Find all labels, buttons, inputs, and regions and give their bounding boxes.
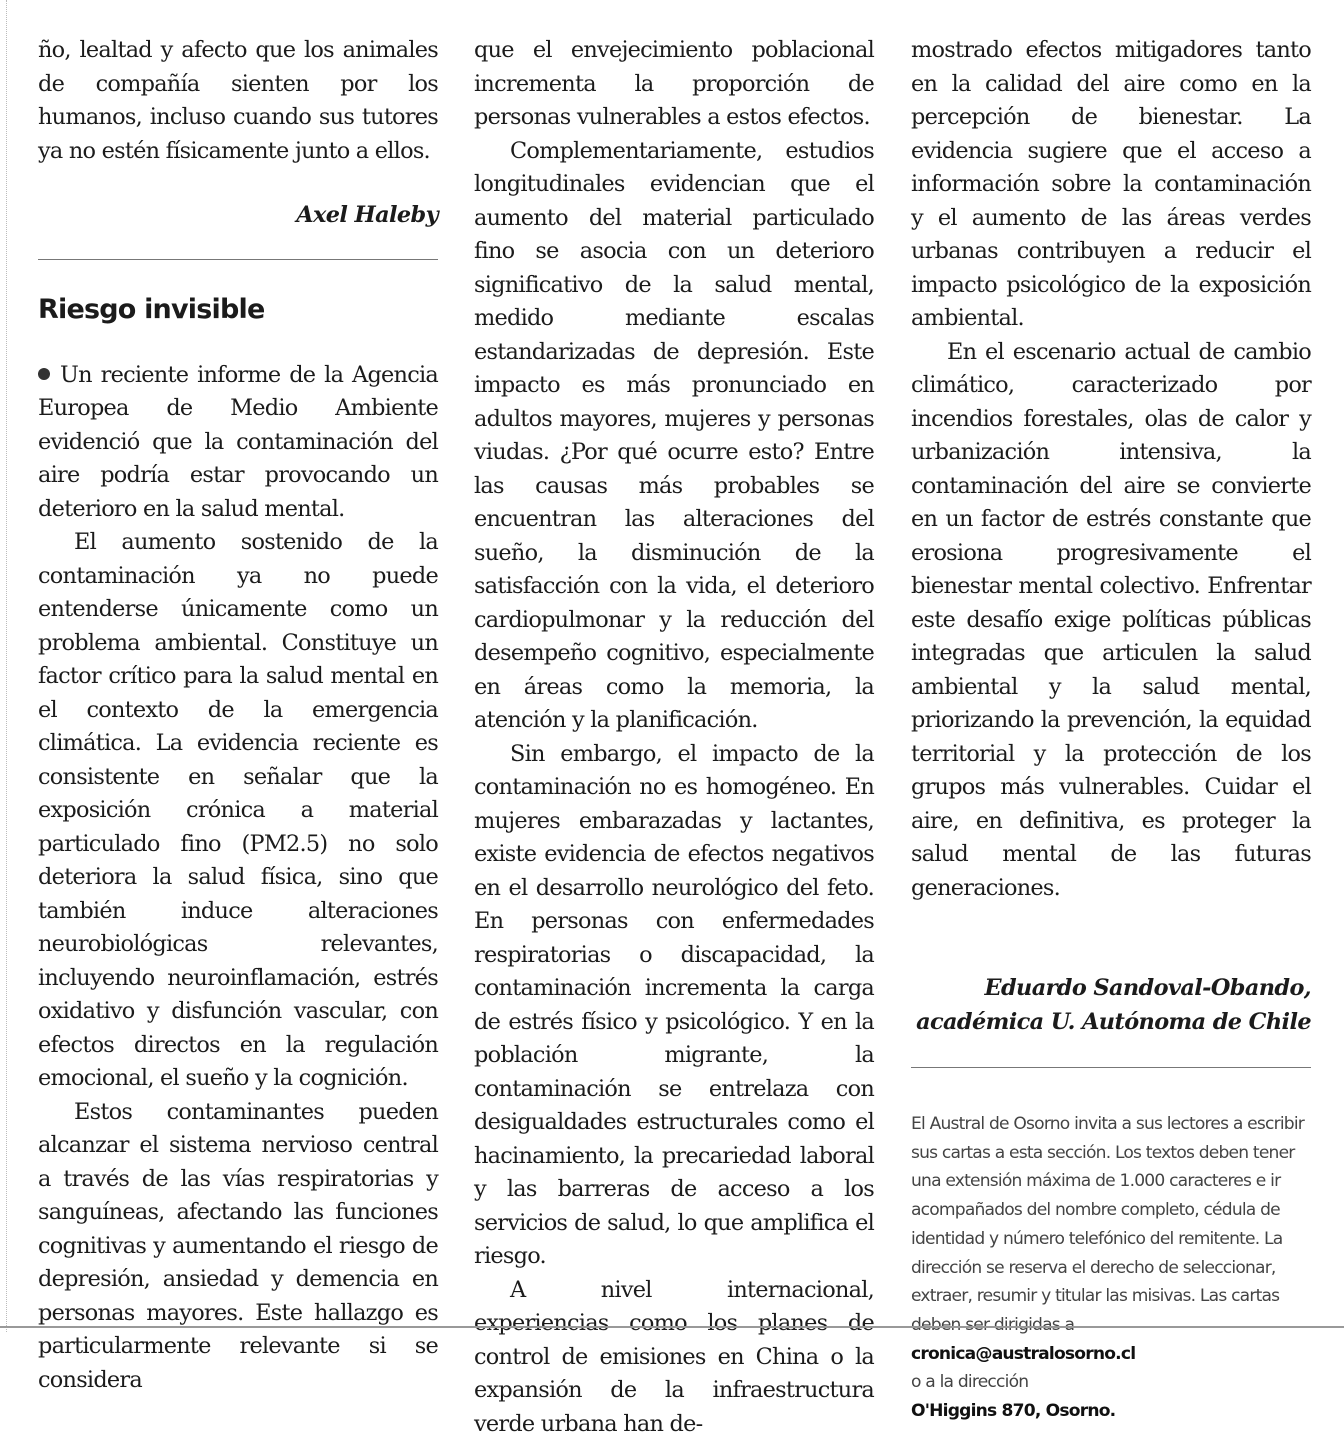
letter2-signature-affiliation: académica U. Autónoma de Chile	[911, 1006, 1311, 1040]
letter2-paragraph-6-cont: mostrado efectos mitigadores tanto en la calidad del aire como en la percepción de bienestar. La evidencia sugiere que el acceso a información sobre la contaminación y el aumento de las áreas verdes urbanas contribuyen a reducir el impacto psicológico de la exposición ambiental.	[911, 34, 1311, 336]
letter1-signature: Axel Haleby	[38, 199, 438, 233]
letter1-text: ño, lealtad y afecto que los animales de compañía sienten por los humanos, incluso cuando sus tutores ya no estén físicamente junto a ellos.	[38, 34, 438, 168]
letter-divider	[38, 259, 438, 260]
letters-notice	[911, 1110, 1311, 1426]
notice-divider	[911, 1067, 1311, 1068]
column-1	[38, 34, 438, 1397]
letter2-paragraph-6: A nivel internacional, experiencias como los planes de control de emisiones en China o la expansión de la infraestructura verde urbana han de-	[474, 1274, 874, 1441]
column-3	[911, 34, 1311, 1426]
letter2-signature-name: Eduardo Sandoval-Obando,	[911, 972, 1311, 1006]
letter2-paragraph-7: En el escenario actual de cambio climático, caracterizado por incendios forestales, olas de calor y urbanización intensiva, la contaminación del aire se convierte en un factor de estrés constante que erosiona progresivamente el bienestar mental colectivo. Enfrentar este desafío exige políticas públicas integradas que articulen la salud ambiental y la salud mental, priorizando la prevención, la equidad territorial y la protección de los grupos más vulnerables. Cuidar el aire, en definitiva, es proteger la salud mental de las futuras generaciones.	[911, 336, 1311, 906]
bullet-icon	[38, 368, 50, 380]
notice-body: El Austral de Osorno invita a sus lectores a escribir sus cartas a esta sección. Los textos deben tener una extensión máxima de 1.000 caracteres e ir acompañados del nombre completo, cédula de identidad y número telefónico del remitente. La dirección se reserva el derecho de seleccionar, extraer, resumir y titular las misivas. Las cartas deben ser dirigidas a	[911, 1110, 1311, 1340]
bottom-rule	[0, 1326, 1344, 1328]
column-2	[474, 34, 874, 1441]
notice-email[interactable]: cronica@australosorno.cl	[911, 1340, 1311, 1369]
notice-or-text: o a la dirección	[911, 1368, 1311, 1397]
page-edge-rule	[0, 0, 7, 1332]
notice-address: O'Higgins 870, Osorno.	[911, 1397, 1311, 1426]
letter2-paragraph-1: Un reciente informe de la Agencia Europea de Medio Ambiente evidenció que la contaminación del aire podría estar provocando un deterioro en la salud mental.	[38, 359, 438, 527]
letter2-paragraph-2: El aumento sostenido de la contaminación ya no puede entenderse únicamente como un problema ambiental. Constituye un factor crítico para la salud mental en el contexto de la emergencia climática. La evidencia reciente es consistente en señalar que la exposición crónica a material particulado fino (PM2.5) no solo deteriora la salud física, sino que también induce alteraciones neurobiológicas relevantes, incluyendo neuroinflamación, estrés oxidativo y disfunción vascular, con efectos directos en la regulación emocional, el sueño y la cognición.	[38, 526, 438, 1096]
letter2-paragraph-4: Complementariamente, estudios longitudinales evidencian que el aumento del material particulado fino se asocia con un deterioro significativo de la salud mental, medido mediante escalas estandarizadas de depresión. Este impacto es más pronunciado en adultos mayores, mujeres y personas viudas. ¿Por qué ocurre esto? Entre las causas más probables se encuentran las alteraciones del sueño, la disminución de la satisfacción con la vida, el deterioro cardiopulmonar y la reducción del desempeño cognitivo, especialmente en áreas como la memoria, la atención y la planificación.	[474, 135, 874, 738]
letter2-paragraph-3: Estos contaminantes pueden alcanzar el sistema nervioso central a través de las vías respiratorias y sanguíneas, afectando las funciones cognitivas y aumentando el riesgo de depresión, ansiedad y demencia en personas mayores. Este hallazgo es particularmente relevante si se considera	[38, 1096, 438, 1398]
letter2-paragraph-5: Sin embargo, el impacto de la contaminación no es homogéneo. En mujeres embarazadas y lactantes, existe evidencia de efectos negativos en el desarrollo neurológico del feto. En personas con enfermedades respiratorias o discapacidad, la contaminación incrementa la carga de estrés físico y psicológico. Y en la población migrante, la contaminación se entrelaza con desigualdades estructurales como el hacinamiento, la precariedad laboral y las barreras de acceso a los servicios de salud, lo que amplifica el riesgo.	[474, 738, 874, 1274]
letter2-title: Riesgo invisible	[38, 293, 438, 327]
letter2-paragraph-3-cont: que el envejecimiento poblacional incrementa la proporción de personas vulnerables a estos efectos.	[474, 34, 874, 135]
